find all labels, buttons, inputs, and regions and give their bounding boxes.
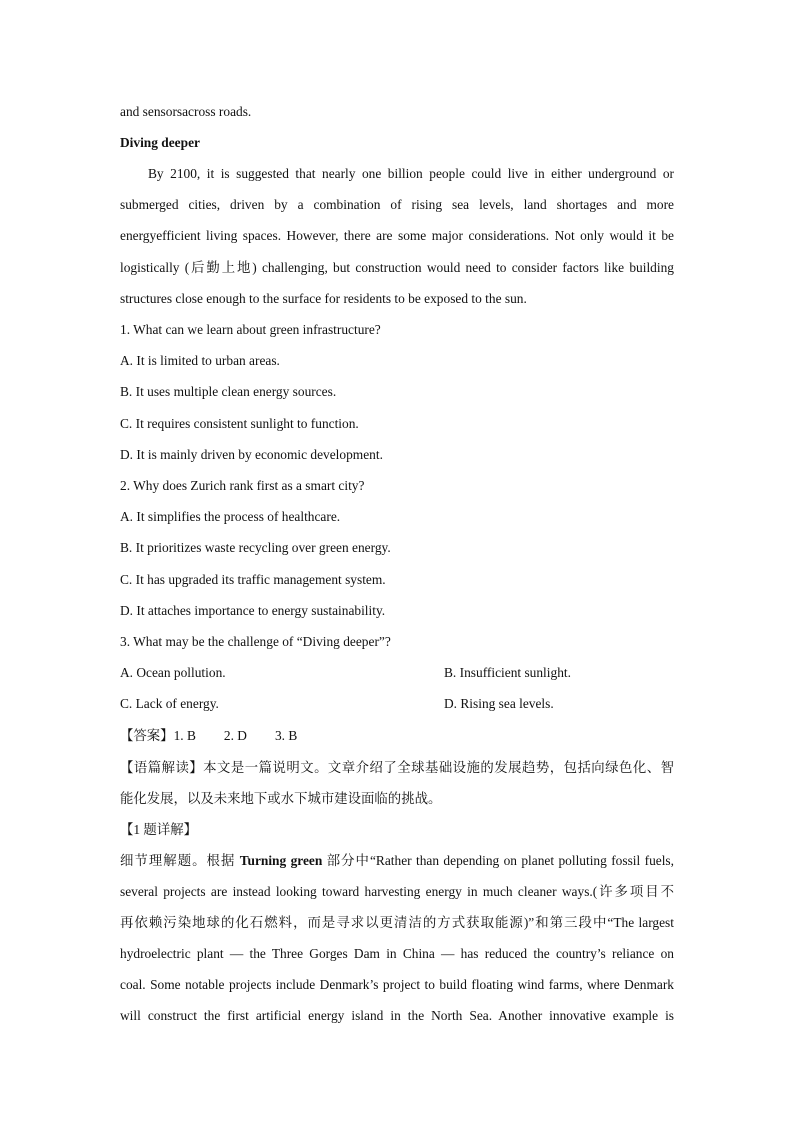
- passage-fragment: and sensorsacross roads.: [120, 104, 252, 119]
- question-option: D. It attaches importance to energy sustainability.: [120, 603, 386, 618]
- detail-line: several projects are instead looking toward harvesting energy in much cleaner ways.(许多项目不: [120, 884, 674, 899]
- detail-heading: 【1 题详解】: [120, 822, 197, 837]
- answer-key: [120, 726, 674, 746]
- detail-line: will construct the first artificial energy island in the North Sea. Another innovative example is: [120, 1008, 674, 1023]
- question-option: B. It uses multiple clean energy sources.: [120, 384, 337, 399]
- question-option: B. It prioritizes waste recycling over green energy.: [120, 540, 391, 555]
- question-option: A. It is limited to urban areas.: [120, 353, 280, 368]
- answer-2: 2. D: [223, 728, 247, 743]
- analysis-text: 本文是一篇说明文。文章介绍了全球基础设施的发展趋势，包括向绿色化、智: [203, 760, 674, 775]
- passage-line: logistically (后勤上地) challenging, but construction would need to consider factors like building: [120, 260, 674, 275]
- detail-line: hydroelectric plant — the Three Gorges Dam in China — has reduced the country’s reliance on: [120, 946, 674, 961]
- question-option: D. Rising sea levels.: [444, 696, 554, 711]
- document-page: [120, 0, 674, 1123]
- detail-line: [120, 851, 674, 871]
- section-heading: Diving deeper: [120, 135, 200, 150]
- detail-section-name: Turning green: [239, 853, 323, 868]
- analysis-label: 【语篇解读】: [120, 760, 204, 775]
- detail-line: coal. Some notable projects include Denmark’s project to build floating wind farms, where Denmark: [120, 977, 674, 992]
- detail-text: 部分中“Rather than depending on planet polluting fossil fuels,: [322, 853, 674, 868]
- question-option: C. Lack of energy.: [120, 696, 219, 711]
- question-stem: 3. What may be the challenge of “Diving deeper”?: [120, 634, 391, 649]
- passage-line: structures close enough to the surface for residents to be exposed to the sun.: [120, 291, 527, 306]
- question-stem: 2. Why does Zurich rank first as a smart city?: [120, 478, 365, 493]
- answer-1: 1. B: [173, 728, 196, 743]
- answer-label: 【答案】: [120, 728, 174, 743]
- analysis-line: 能化发展，以及未来地下或水下城市建设面临的挑战。: [120, 791, 442, 806]
- detail-text: 细节理解题。根据: [120, 853, 240, 868]
- passage-line: energyefficient living spaces. However, there are some major considerations. Not only would it be: [120, 228, 674, 243]
- question-option: D. It is mainly driven by economic development.: [120, 447, 383, 462]
- question-stem: 1. What can we learn about green infrastructure?: [120, 322, 381, 337]
- passage-line: By 2100, it is suggested that nearly one billion people could live in either underground or: [148, 166, 674, 181]
- question-option: A. Ocean pollution.: [120, 665, 226, 680]
- question-option: C. It has upgraded its traffic management system.: [120, 572, 386, 587]
- question-option: C. It requires consistent sunlight to function.: [120, 416, 359, 431]
- passage-line: submerged cities, driven by a combination of rising sea levels, land shortages and more: [120, 197, 674, 212]
- answer-3: 3. B: [274, 728, 298, 743]
- analysis-line: [120, 758, 674, 778]
- question-option: B. Insufficient sunlight.: [444, 665, 571, 680]
- detail-line: 再依赖污染地球的化石燃料，而是寻求以更清洁的方式获取能源)”和第三段中“The largest: [120, 915, 674, 930]
- question-option: A. It simplifies the process of healthcare.: [120, 509, 341, 524]
